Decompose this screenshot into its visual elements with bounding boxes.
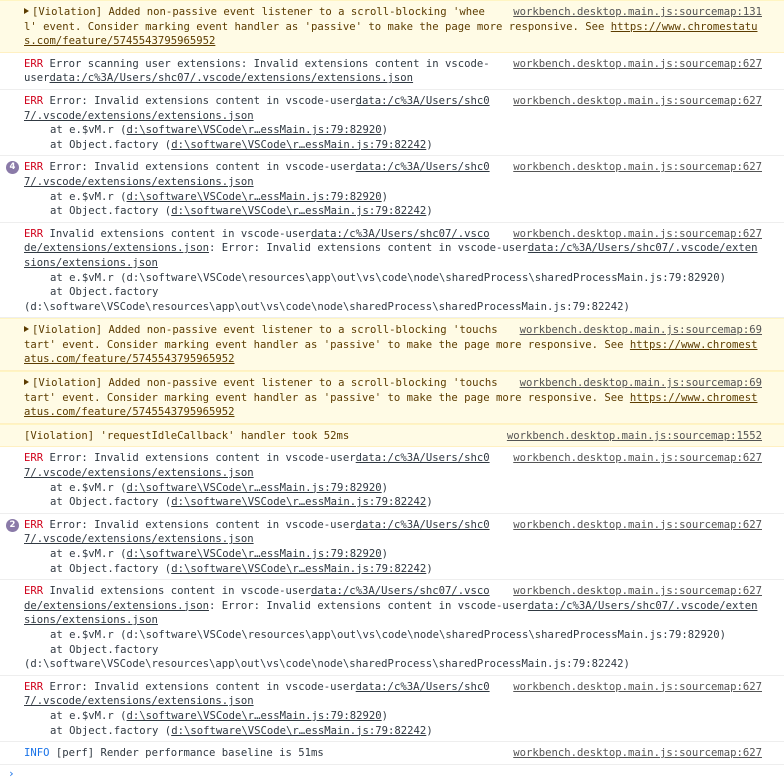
stack-frame <box>24 285 762 300</box>
console-message-err <box>0 514 784 580</box>
stack-frame-prefix: at Object.factory ( <box>50 205 172 218</box>
stack-frame-suffix: ) <box>381 124 389 137</box>
message-part: [Violation] Added non-passive event listener to a scroll-blocking 'wheel' event. Consider marking event handler as 'passive' to make the page more responsive. See <box>24 6 611 33</box>
stack-frame-suffix: ) <box>426 562 433 575</box>
message-link[interactable]: https://www.chromestatus.com/feature/5745543795965952 <box>24 20 758 48</box>
message-part: Invalid extensions content in vscode-user <box>43 227 312 240</box>
console-message-err <box>0 580 784 676</box>
message-part: Error: Invalid extensions content in vscode-user <box>43 452 356 465</box>
stack-frame-prefix: at Object.factory <box>50 286 159 299</box>
expand-triangle-icon[interactable] <box>24 8 29 14</box>
stack-frame-prefix: at e.$vM.r ( <box>50 709 127 722</box>
source-link[interactable]: workbench.desktop.main.js:sourcemap:627 <box>513 161 762 174</box>
console-message-warn <box>0 371 784 424</box>
stack-frame <box>24 190 762 205</box>
stack-frame-suffix: ) <box>381 481 389 494</box>
message-part: Error: Invalid extensions content in vscode-user <box>43 161 356 174</box>
source-link[interactable]: workbench.desktop.main.js:sourcemap:627 <box>513 57 762 70</box>
stack-frame-prefix: at e.$vM.r (d:\software\VSCode\resources\app\out\vs\code\node\sharedProcess\sharedProcessMain.js:79:82920) <box>50 628 727 641</box>
log-level-label: INFO <box>24 747 50 760</box>
log-level-label: ERR <box>24 161 44 174</box>
stack-frame-suffix: ) <box>426 138 433 151</box>
source-link[interactable]: workbench.desktop.main.js:sourcemap:627 <box>513 747 762 760</box>
console-message-err <box>0 156 784 222</box>
stack-frame-suffix: ) <box>426 205 433 218</box>
stack-frame-link[interactable]: d:\software\VSCode\r…essMain.js:79:82242 <box>171 496 427 509</box>
stack-frame-link[interactable]: d:\software\VSCode\r…essMain.js:79:82242 <box>171 205 427 218</box>
source-link[interactable]: workbench.desktop.main.js:sourcemap:627 <box>513 227 762 240</box>
stack-frame <box>24 628 762 643</box>
stack-frame <box>24 123 762 138</box>
log-level-label: ERR <box>24 680 44 693</box>
source-link[interactable]: workbench.desktop.main.js:sourcemap:69 <box>519 324 762 337</box>
stack-frame <box>24 481 762 496</box>
source-link[interactable]: workbench.desktop.main.js:sourcemap:627 <box>513 94 762 107</box>
source-link[interactable]: workbench.desktop.main.js:sourcemap:627 <box>513 518 762 531</box>
stack-frame-prefix: at Object.factory ( <box>50 496 172 509</box>
message-link[interactable]: data:/c%3A/Users/shc07/.vscode/extensions/extensions.json <box>24 242 758 269</box>
stack-frame <box>24 643 762 658</box>
stack-frame-link[interactable]: d:\software\VSCode\r…essMain.js:79:82920 <box>126 548 382 560</box>
log-level-label: ERR <box>24 452 44 465</box>
console-message-err <box>0 223 784 319</box>
message-part: : Error: Invalid extensions content in vscode-user <box>208 242 528 255</box>
console-message-err <box>0 53 784 90</box>
message-link[interactable]: https://www.chromestatus.com/feature/5745543795965952 <box>24 391 758 419</box>
stack-frame <box>24 300 762 315</box>
message-part: [Violation] Added non-passive event listener to a scroll-blocking 'touchstart' event. Consider marking event handler as 'passive' to make the page more responsive. See <box>24 324 630 351</box>
console-message-err <box>0 447 784 513</box>
stack-frame <box>24 547 762 562</box>
source-link[interactable]: workbench.desktop.main.js:sourcemap:69 <box>519 377 762 390</box>
stack-frame-prefix: at e.$vM.r (d:\software\VSCode\resources\app\out\vs\code\node\sharedProcess\sharedProcessMain.js:79:82920) <box>50 271 727 284</box>
stack-frame <box>24 271 762 286</box>
stack-frame-link[interactable]: d:\software\VSCode\r…essMain.js:79:82920 <box>126 481 382 494</box>
message-link[interactable]: data:/c%3A/Users/shc07/.vscode/extensions/extensions.json <box>49 72 414 85</box>
stack-frame-prefix: at e.$vM.r ( <box>50 481 127 494</box>
stack-frame <box>24 138 762 153</box>
console-message-warn <box>0 318 784 371</box>
stack-frame-link[interactable]: d:\software\VSCode\r…essMain.js:79:82242 <box>171 138 427 151</box>
stack-frame-link[interactable]: d:\software\VSCode\r…essMain.js:79:82920 <box>126 709 382 722</box>
stack-frame-suffix: ) <box>381 548 389 560</box>
log-level-label: ERR <box>24 518 44 531</box>
stack-frame-prefix: at e.$vM.r ( <box>50 548 127 560</box>
message-link[interactable]: data:/c%3A/Users/shc07/.vscode/extensions/extensions.json <box>24 599 758 627</box>
expand-triangle-icon[interactable] <box>24 379 29 385</box>
source-link[interactable]: workbench.desktop.main.js:sourcemap:1552 <box>506 429 762 442</box>
stack-frame <box>24 657 762 672</box>
stack-frame <box>24 562 762 577</box>
stack-frame-suffix: ) <box>381 709 389 722</box>
stack-frame-link[interactable]: d:\software\VSCode\r…essMain.js:79:82920 <box>126 124 382 137</box>
stack-frame-prefix: at e.$vM.r ( <box>50 124 127 137</box>
message-part: [Violation] Added non-passive event listener to a scroll-blocking 'touchstart' event. Consider marking event handler as 'passive' to make the page more responsive. See <box>24 377 630 404</box>
source-link[interactable]: workbench.desktop.main.js:sourcemap:627 <box>513 452 762 465</box>
stack-frame-prefix: at e.$vM.r ( <box>50 190 127 203</box>
stack-frame-suffix: ) <box>381 190 389 203</box>
source-link[interactable]: workbench.desktop.main.js:sourcemap:627 <box>513 585 762 598</box>
stack-frame <box>24 724 762 739</box>
log-level-label: ERR <box>24 57 44 70</box>
stack-frame <box>24 709 762 724</box>
message-link[interactable]: data:/c%3A/Users/shc07/.vscode/extensions/extensions.json <box>24 518 490 546</box>
message-link[interactable]: https://www.chromestatus.com/feature/5745543795965952 <box>24 338 758 366</box>
console-message-info <box>0 742 784 765</box>
stack-frame-link[interactable]: d:\software\VSCode\r…essMain.js:79:82242 <box>171 724 427 737</box>
message-link[interactable]: data:/c%3A/Users/shc07/.vscode/extensions/extensions.json <box>24 452 490 480</box>
chevron-right-icon: › <box>8 766 15 780</box>
message-link[interactable]: data:/c%3A/Users/shc07/.vscode/extensions/extensions.json <box>24 94 490 122</box>
stack-frame-prefix: at Object.factory <box>50 643 159 656</box>
message-link[interactable]: data:/c%3A/Users/shc07/.vscode/extensions/extensions.json <box>24 585 490 612</box>
stack-frame-suffix: ) <box>426 496 433 509</box>
expand-triangle-icon[interactable] <box>24 326 29 332</box>
stack-frame-link[interactable]: d:\software\VSCode\r…essMain.js:79:82920 <box>126 190 382 203</box>
log-level-label: ERR <box>24 585 44 598</box>
log-level-label: ERR <box>24 94 44 107</box>
message-link[interactable]: data:/c%3A/Users/shc07/.vscode/extensions/extensions.json <box>24 227 490 255</box>
message-part: Error: Invalid extensions content in vscode-user <box>43 94 356 107</box>
console-message-warn <box>0 424 784 448</box>
message-link[interactable]: data:/c%3A/Users/shc07/.vscode/extensions/extensions.json <box>24 680 490 708</box>
message-link[interactable]: data:/c%3A/Users/shc07/.vscode/extensions/extensions.json <box>24 161 490 188</box>
message-part: Error scanning user extensions: Invalid extensions content in vscode-user <box>24 57 490 85</box>
message-part: : Error: Invalid extensions content in vscode-user <box>208 599 528 612</box>
console-prompt[interactable] <box>0 765 784 783</box>
source-link[interactable]: workbench.desktop.main.js:sourcemap:627 <box>513 680 762 693</box>
stack-frame-suffix: ) <box>426 724 433 737</box>
stack-frame-prefix: at Object.factory ( <box>50 724 172 737</box>
stack-frame-prefix: (d:\software\VSCode\resources\app\out\vs\code\node\sharedProcess\sharedProcessMain.js:79:82242) <box>24 658 630 671</box>
console-message-err <box>0 90 784 156</box>
log-level-label: ERR <box>24 227 44 240</box>
message-part: Error: Invalid extensions content in vscode-user <box>43 518 356 531</box>
message-part: Error: Invalid extensions content in vscode-user <box>43 680 356 693</box>
message-part: [perf] Render performance baseline is 51ms <box>49 747 324 760</box>
console-message-warn <box>0 0 784 53</box>
stack-frame <box>24 495 762 510</box>
stack-frame-prefix: at Object.factory ( <box>50 562 172 575</box>
repeat-count-badge: 2 <box>6 519 19 532</box>
stack-frame-prefix: (d:\software\VSCode\resources\app\out\vs\code\node\sharedProcess\sharedProcessMain.js:79:82242) <box>24 300 630 313</box>
message-part: [Violation] 'requestIdleCallback' handler took 52ms <box>24 429 350 442</box>
console-message-err <box>0 676 784 742</box>
source-link[interactable]: workbench.desktop.main.js:sourcemap:131 <box>513 6 762 18</box>
repeat-count-badge: 4 <box>6 161 19 174</box>
stack-frame <box>24 204 762 219</box>
stack-frame-prefix: at Object.factory ( <box>50 138 172 151</box>
stack-frame-link[interactable]: d:\software\VSCode\r…essMain.js:79:82242 <box>171 562 427 575</box>
message-part: Invalid extensions content in vscode-user <box>43 585 312 598</box>
